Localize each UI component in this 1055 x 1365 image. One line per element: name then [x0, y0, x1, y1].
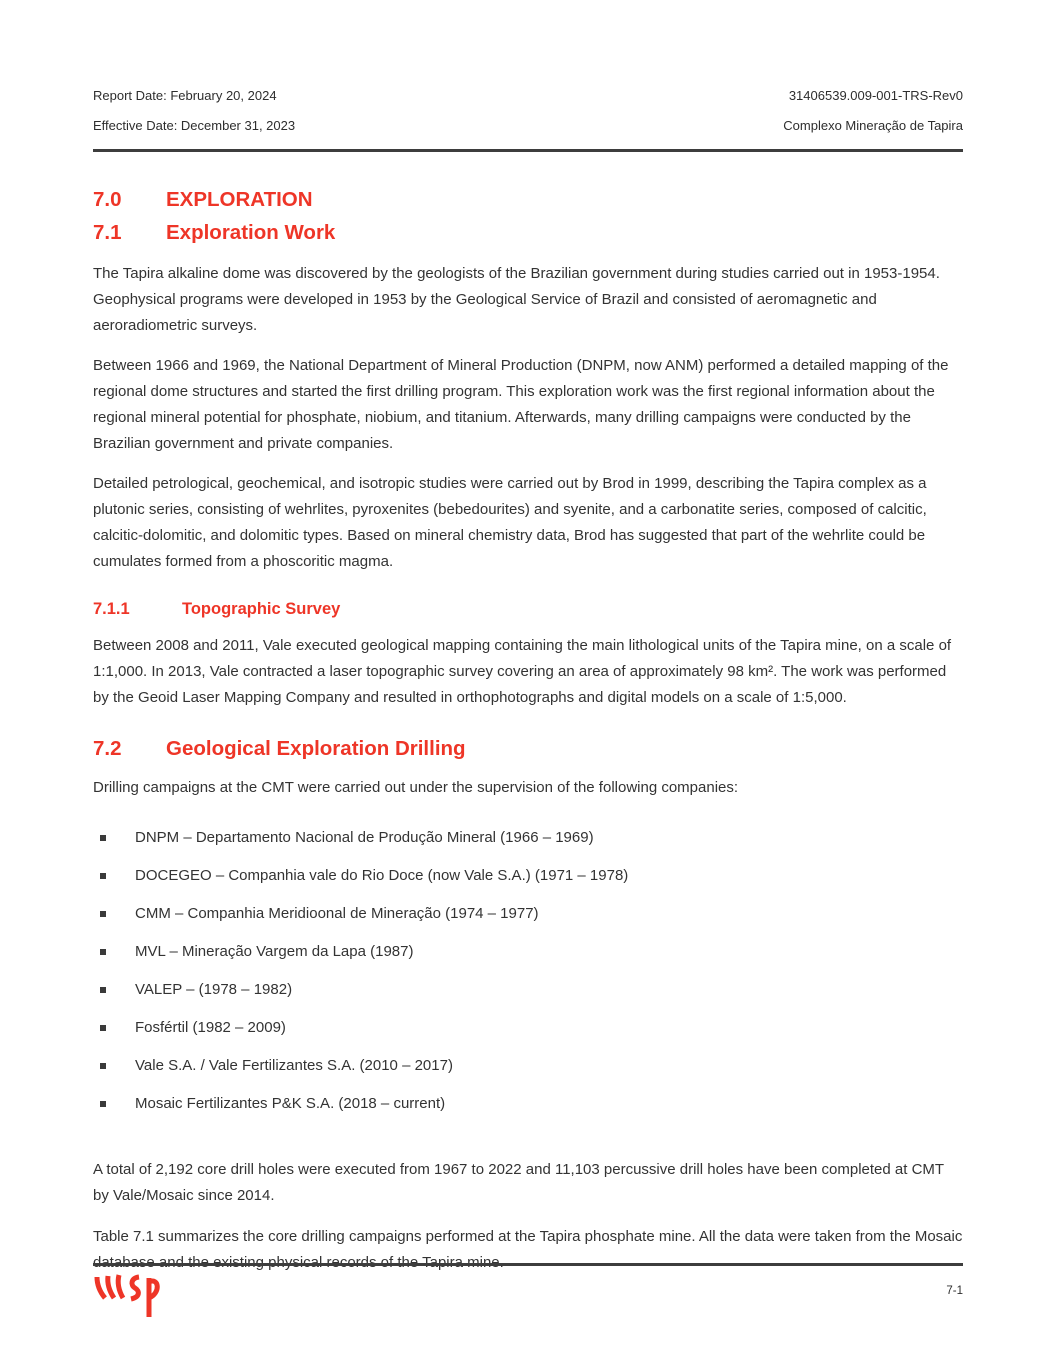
paragraph-discovery: The Tapira alkaline dome was discovered by the geologists of the Brazilian government during studies carried out in 1953-1954. Geophysical programs were developed in 1953 by the Geological Service of Brazil and consisted of aeromagnetic and aeroradiometric surveys. [93, 265, 940, 334]
paragraph-dnpm-mapping: Between 1966 and 1969, the National Department of Mineral Production (DNPM, now ANM) performed a detailed mapping of the regional dome structures and started the first drilling program. This exploration work was the first regional information about the regional mineral potential for phosphate, niobium, and titanium. Afterwards, many drilling campaigns were conducted by the Brazilian government and private companies. [93, 357, 949, 452]
section-heading-7-0 [93, 188, 963, 212]
paragraph-drill-hole-totals: A total of 2,192 core drill holes were executed from 1967 to 2022 and 11,103 percussive drill holes have been completed at CMT by Vale/Mosaic since 2014. [93, 1161, 944, 1204]
page-footer [93, 1263, 963, 1319]
list-item-text: VALEP – (1978 – 1982) [135, 981, 293, 998]
list-item-dnpm [93, 825, 963, 851]
paragraph-drilling-intro: Drilling campaigns at the CMT were carried out under the supervision of the following companies: [93, 779, 739, 796]
bullet-square-icon [100, 1063, 106, 1069]
section-heading-7-1 [93, 221, 963, 245]
list-item-text: MVL – Mineração Vargem da Lapa (1987) [135, 943, 414, 960]
paragraph-brod-studies: Detailed petrological, geochemical, and isotropic studies were carried out by Brod in 1999, describing the Tapira complex as a plutonic series, consisting of wehrlites, pyroxenites (bebedourites) and syenite, and a carbonatite series, composed of calcitic, calcitic-dolomitic, and dolomitic types. Based on mineral chemistry data, Brod has suggested that part of the wehrlite could be cumulates formed from a phoscoritic magma. [93, 475, 927, 570]
list-item-cmm [93, 901, 963, 927]
section-number: 7.1.1 [93, 600, 130, 618]
footer-rule [93, 1263, 963, 1266]
list-item-vale [93, 1053, 963, 1079]
list-item-fosfertil [93, 1015, 963, 1041]
effective-date: Effective Date: December 31, 2023 [93, 118, 296, 133]
section-number: 7.2 [93, 737, 122, 760]
list-item-mvl [93, 939, 963, 965]
section-title: Exploration Work [166, 221, 336, 244]
section-heading-7-1-1 [93, 599, 963, 619]
list-item-text: Fosfértil (1982 – 2009) [135, 1019, 286, 1036]
page-number: 7-1 [946, 1285, 963, 1297]
project-name: Complexo Mineração de Tapira [783, 118, 963, 133]
bullet-square-icon [100, 1101, 106, 1107]
list-item-mosaic [93, 1091, 963, 1117]
list-item-valep [93, 977, 963, 1003]
bullet-square-icon [100, 911, 106, 917]
list-item-text: DNPM – Departamento Nacional de Produção Mineral (1966 – 1969) [135, 829, 594, 846]
list-item-text: Mosaic Fertilizantes P&K S.A. (2018 – current) [135, 1095, 446, 1112]
list-item-docegeo [93, 863, 963, 889]
list-item-text: Vale S.A. / Vale Fertilizantes S.A. (2010 – 2017) [135, 1057, 453, 1074]
list-item-text: CMM – Companhia Meridioonal de Mineração (1974 – 1977) [135, 905, 539, 922]
list-item-text: DOCEGEO – Companhia vale do Rio Doce (now Vale S.A.) (1971 – 1978) [135, 867, 629, 884]
paragraph-topographic-survey: Between 2008 and 2011, Vale executed geological mapping containing the main lithological units of the Tapira mine, on a scale of 1:1,000. In 2013, Vale contracted a laser topographic survey covering an area of approximately 98 km². The work was performed by the Geoid Laser Mapping Company and resulted in orthophotographs and digital models on a scale of 1:5,000. [93, 637, 952, 706]
section-title: EXPLORATION [166, 188, 313, 211]
bullet-square-icon [100, 1025, 106, 1031]
bullet-square-icon [100, 873, 106, 879]
company-bullet-list [93, 825, 963, 1117]
bullet-square-icon [100, 987, 106, 993]
section-title: Geological Exploration Drilling [166, 737, 466, 760]
section-title: Topographic Survey [182, 600, 341, 618]
document-body [0, 188, 1055, 1276]
page-header [0, 0, 1055, 152]
section-heading-7-2 [93, 737, 963, 761]
bullet-square-icon [100, 949, 106, 955]
paragraph-table-reference: Table 7.1 summarizes the core drilling campaigns performed at the Tapira phosphate mine. All the data were taken from the Mosaic database and the existing physical records of the Tapira mine. [93, 1228, 963, 1271]
bullet-square-icon [100, 835, 106, 841]
header-row-1 [93, 88, 963, 104]
wsp-logo [93, 1273, 161, 1319]
section-number: 7.1 [93, 221, 122, 244]
header-rule [93, 149, 963, 152]
report-date: Report Date: February 20, 2024 [93, 88, 277, 103]
document-reference: 31406539.009-001-TRS-Rev0 [788, 88, 963, 103]
section-number: 7.0 [93, 188, 122, 211]
header-row-2 [93, 118, 963, 134]
